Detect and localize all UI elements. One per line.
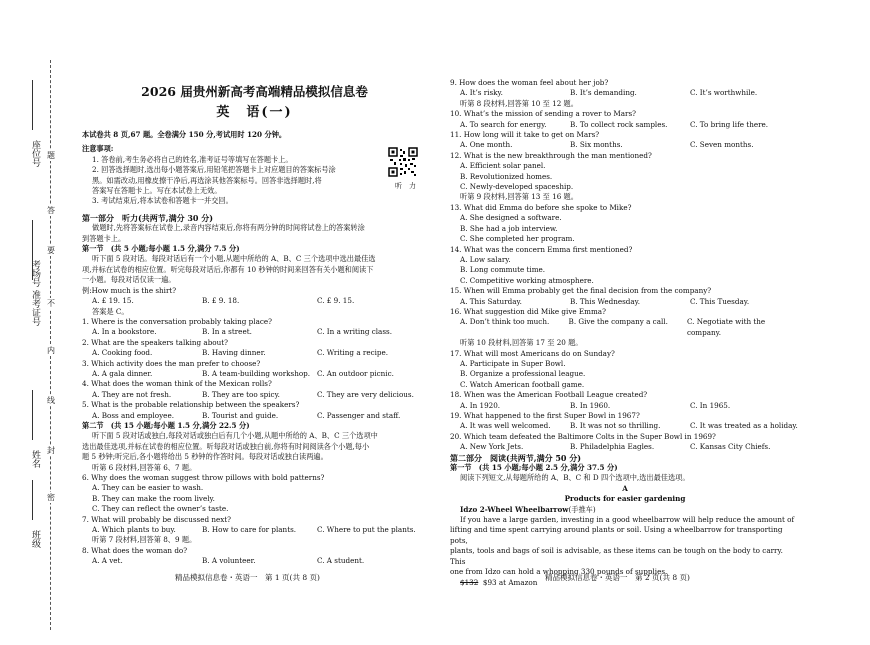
option-a: A. They are not fresh. xyxy=(92,389,172,399)
example-answer: 答案是 C。 xyxy=(92,306,129,316)
option-b: B. Philadelphia Eagles. xyxy=(570,442,655,452)
option-b: B. How to care for plants. xyxy=(202,525,297,535)
question: 3. Which activity does the man prefer to choose? xyxy=(82,358,261,368)
question: 15. When will Emma probably get the final decision from the company? xyxy=(450,286,712,296)
section1-desc: 听下面 5 段对话。每段对话后有一个小题,从题中所给的 A、B、C 三个选项中选出最佳选 xyxy=(92,254,376,264)
part1-desc: 到答题卡上。 xyxy=(82,233,126,243)
option-b: B. Give the company a call. xyxy=(568,317,668,327)
notes-title: 注意事项: xyxy=(82,144,114,154)
question-block xyxy=(82,338,427,359)
option-c: C. Passenger and staff. xyxy=(317,410,401,420)
question: 19. What happened to the first Super Bowl in 1967? xyxy=(450,411,640,420)
option-a: A. Participate in Super Bowl. xyxy=(460,358,566,368)
question: 17. What will most Americans do on Sunday? xyxy=(450,348,615,358)
section1-desc: 项,并标在试卷的相应位置。听完每段对话后,你都有 10 秒钟的时间来回答有关小题和阅读下 xyxy=(82,264,374,274)
exam-info: 本试卷共 8 页,67 题。全卷满分 150 分,考试用时 120 分钟。 xyxy=(82,130,287,139)
binding-char: 线 xyxy=(44,395,58,406)
option-a: A. Don’t think too much. xyxy=(460,317,550,327)
option-b: B. £ 9. 18. xyxy=(202,296,240,306)
option-b: B. They can make the room lively. xyxy=(92,493,215,503)
question: 14. What was the concern Emma first mentioned? xyxy=(450,244,633,254)
question: 11. How long will it take to get on Mars? xyxy=(450,130,600,140)
option-c: C. A student. xyxy=(317,556,365,566)
option-c: C. Newly-developed spaceship. xyxy=(460,182,574,192)
note-line: 1. 答卷前,考生务必将自己的姓名,准考证号等填写在答题卡上。 xyxy=(92,154,293,164)
option-b: B. Revolutionized homes. xyxy=(460,171,553,181)
question: 20. Which team defeated the Baltimore Colts in the Super Bowl in 1969? xyxy=(450,431,716,441)
note-line: 2. 回答选择题时,选出每小题答案后,用铅笔把答题卡上对应题目的答案标号涂 xyxy=(92,165,336,175)
part2-desc: 阅读下列短文,从每题所给的 A、B、C 和 D 四个选项中,选出最佳选项。 xyxy=(460,473,690,483)
question-block xyxy=(82,379,427,400)
section2-heading: 第二节 (共 15 小题;每小题 1.5 分,满分 22.5 分) xyxy=(82,420,250,430)
binding-underline xyxy=(32,480,33,520)
options-row xyxy=(450,120,800,130)
option-a: A. One month. xyxy=(460,140,513,150)
question: 10. What’s the mission of sending a rover to Mars? xyxy=(450,109,636,119)
question: 18. When was the American Football League created? xyxy=(450,390,648,400)
binding-label-seat: 座位号 xyxy=(30,140,40,167)
option-a: A. New York Jets. xyxy=(460,442,524,452)
left-column xyxy=(82,130,427,567)
options-row xyxy=(450,140,800,150)
question: 8. What does the woman do? xyxy=(82,545,188,555)
section1-desc: 一小题。每段对话仅读一遍。 xyxy=(82,275,176,285)
option-c: C. It’s worthwhile. xyxy=(690,88,758,98)
question: 12. What is the new breakthrough the man mentioned? xyxy=(450,150,652,160)
binding-char: 题 xyxy=(44,150,58,161)
part1-desc: 做题时,先将答案标在试卷上,录音内容结束后,你将有两分钟的时间将试卷上的答案转涂 xyxy=(92,223,365,233)
option-a: A. £ 19. 15. xyxy=(92,296,134,306)
binding-underline xyxy=(32,390,33,440)
option-a: A. To search for energy. xyxy=(460,119,547,129)
option-c: C. Writing a recipe. xyxy=(317,348,389,358)
exam-subtitle: 英 语(一) xyxy=(216,105,293,120)
option-a: A. It was well welcomed. xyxy=(460,421,551,431)
options-row xyxy=(82,556,427,566)
option-c: C. It was treated as a holiday. xyxy=(690,421,798,431)
question: 16. What suggestion did Mike give Emma? xyxy=(450,306,606,316)
part2-section1-heading: 第一节 (共 15 小题;每小题 2.5 分,满分 37.5 分) xyxy=(450,463,618,473)
options-row xyxy=(82,390,427,400)
binding-label-exam-number: 准考证号 xyxy=(30,290,40,326)
option-b: B. It was not so thrilling. xyxy=(570,421,661,431)
price-old: $132 xyxy=(460,577,479,587)
options-row xyxy=(450,401,800,411)
listen-instruction: 听第 9 段材料,回答第 13 至 16 题。 xyxy=(460,192,578,202)
option-a: A. Boss and employee. xyxy=(92,410,174,420)
option-a: A. In 1920. xyxy=(460,400,501,410)
option-a: A. Low salary. xyxy=(460,254,511,264)
options-row xyxy=(82,525,427,535)
product-text: If you have a large garden, investing in a good wheelbarrow will help reduce the amount of xyxy=(460,515,795,525)
binding-char: 密 xyxy=(44,492,58,503)
passage-letter: A xyxy=(622,483,628,493)
section1-heading: 第一节 (共 5 小题;每小题 1.5 分,满分 7.5 分) xyxy=(82,244,240,254)
product-text: one from Idzo can hold a whopping 330 pounds of supplies. xyxy=(450,567,668,577)
question: 7. What will probably be discussed next? xyxy=(82,514,232,524)
option-b: B. In a street. xyxy=(202,327,252,337)
note-line: 黑。如需改动,用橡皮擦干净后,再选涂其他答案标号。回答非选择题时,将 xyxy=(92,175,322,185)
option-c: C. Kansas City Chiefs. xyxy=(690,442,771,452)
question-block xyxy=(82,317,427,338)
listen-instruction: 听第 8 段材料,回答第 10 至 12 题。 xyxy=(460,98,578,108)
option-b: B. Organize a professional league. xyxy=(460,369,586,379)
option-a: A. They can be easier to wash. xyxy=(92,483,204,493)
option-c: C. This Tuesday. xyxy=(690,296,750,306)
question-block xyxy=(82,400,427,421)
question: 2. What are the speakers talking about? xyxy=(82,337,229,347)
option-b: B. A volunteer. xyxy=(202,556,256,566)
option-c: C. Where to put the plants. xyxy=(317,525,416,535)
option-b: B. Having dinner. xyxy=(202,348,266,358)
options-row xyxy=(82,411,427,421)
section2-desc: 听下面 5 段对话或独白,每段对话或独白后有几个小题,从题中所给的 A、B、C 三个选项中 xyxy=(92,431,378,441)
options-row xyxy=(82,348,427,358)
option-a: A. Cooking food. xyxy=(92,348,153,358)
listen-instruction: 听第 7 段材料,回答第 8、9 题。 xyxy=(92,535,197,545)
question-block xyxy=(82,359,427,380)
binding-label-name: 姓名 xyxy=(30,450,40,468)
question: 13. What did Emma do before she spoke to Mike? xyxy=(450,202,632,212)
binding-char: 封 xyxy=(44,445,58,456)
option-b: B. Six months. xyxy=(570,140,623,150)
option-c: C. An outdoor picnic. xyxy=(317,368,394,378)
price-new: $93 at Amazon xyxy=(482,577,538,587)
product-text: plants, tools and bags of soil is advisable, as these items can be tough on the body to carry. This xyxy=(450,546,783,566)
question: 9. How does the woman feel about her job? xyxy=(450,78,609,87)
options-row xyxy=(450,297,800,307)
page-footer-left: 精品模拟信息卷・英语一 第 1 页(共 8 页) xyxy=(175,573,320,582)
options-row xyxy=(450,421,800,431)
option-b: B. To collect rock samples. xyxy=(570,119,668,129)
option-b: B. Long commute time. xyxy=(460,265,546,275)
listen-instruction: 听第 6 段材料,回答第 6、7 题。 xyxy=(92,462,197,472)
option-c: C. In 1965. xyxy=(690,400,731,410)
options-row xyxy=(450,88,800,98)
option-c: C. She completed her program. xyxy=(460,234,575,244)
option-b: B. She had a job interview. xyxy=(460,223,558,233)
option-c: C. They can reflect the owner’s taste. xyxy=(92,504,229,514)
qr-label: 听 力 xyxy=(395,182,416,190)
binding-char: 内 xyxy=(44,345,58,356)
listen-instruction: 听第 10 段材料,回答第 17 至 20 题。 xyxy=(460,338,583,348)
option-b: B. It’s demanding. xyxy=(570,88,637,98)
note-line: 3. 考试结束后,将本试卷和答题卡一并交回。 xyxy=(92,196,233,206)
option-a: A. Efficient solar panel. xyxy=(460,161,546,171)
passage-title: Products for easier gardening xyxy=(564,494,686,504)
note-line: 答案写在答题卡上。写在本试卷上无效。 xyxy=(92,186,222,196)
product-name: Idzo 2-Wheel Wheelbarrow xyxy=(460,504,569,514)
options-row xyxy=(82,369,427,379)
option-c: C. Negotiate with the company. xyxy=(686,317,766,337)
option-c: C. They are very delicious. xyxy=(317,389,414,399)
binding-char: 不 xyxy=(44,298,58,309)
binding-label-room: 考场号 xyxy=(30,260,40,287)
binding-margin xyxy=(22,60,74,640)
option-a: A. It’s risky. xyxy=(460,88,503,98)
option-b: B. In 1960. xyxy=(570,400,611,410)
option-c: C. £ 9. 15. xyxy=(317,296,355,306)
question: 1. Where is the conversation probably taking place? xyxy=(82,316,273,326)
exam-title: 2026 届贵州新高考高端精品模拟信息卷 xyxy=(141,84,368,99)
right-column xyxy=(450,78,800,588)
option-a: A. She designed a software. xyxy=(460,213,562,223)
product-cn: (手推车) xyxy=(568,504,596,514)
option-a: A. A vet. xyxy=(92,556,123,566)
question: 6. Why does the woman suggest throw pillows with bold patterns? xyxy=(82,473,325,482)
option-a: A. In a bookstore. xyxy=(92,327,157,337)
product-text: lifting and time spent carrying around plants or soil. Using a wheelbarrow for transporting pots, xyxy=(450,525,783,545)
option-a: A. This Saturday. xyxy=(460,296,522,306)
binding-underline xyxy=(32,80,33,130)
option-b: B. They are too spicy. xyxy=(202,389,280,399)
option-b: B. A team-building workshop. xyxy=(202,368,311,378)
option-c: C. Seven months. xyxy=(690,140,754,150)
part2-heading: 第二部分 阅读(共两节,满分 50 分) xyxy=(450,452,582,463)
options-row xyxy=(450,442,800,452)
section2-desc: 题 5 秒钟;听完后,各小题将给出 5 秒钟的作答时间。每段对话或独白读两遍。 xyxy=(82,452,328,462)
option-a: A. A gala dinner. xyxy=(92,368,153,378)
binding-char: 要 xyxy=(44,245,58,256)
option-b: B. Tourist and guide. xyxy=(202,410,279,420)
example-options xyxy=(82,296,427,306)
option-a: A. Which plants to buy. xyxy=(92,525,176,535)
option-b: B. This Wednesday. xyxy=(570,296,641,306)
section2-desc: 选出最佳选项,并标在试卷的相应位置。听每段对话或独白前,你将有时间阅读各个小题,每小 xyxy=(82,441,370,451)
option-c: C. Competitive working atmosphere. xyxy=(460,275,594,285)
options-row xyxy=(82,327,427,337)
page-footer-right: 精品模拟信息卷・英语一 第 2 页(共 8 页) xyxy=(545,573,690,582)
options-row xyxy=(450,317,800,338)
binding-char: 答 xyxy=(44,205,58,216)
question: 4. What does the woman think of the Mexican rolls? xyxy=(82,379,272,389)
example-question: 例:How much is the shirt? xyxy=(82,285,177,295)
question: 5. What is the probable relationship between the speakers? xyxy=(82,400,300,410)
binding-label-class: 班级 xyxy=(30,530,40,548)
part1-heading: 第一部分 听力(共两节,满分 30 分) xyxy=(82,212,214,223)
option-c: C. Watch American football game. xyxy=(460,379,585,389)
option-c: C. In a writing class. xyxy=(317,327,392,337)
option-c: C. To bring life there. xyxy=(690,119,769,129)
